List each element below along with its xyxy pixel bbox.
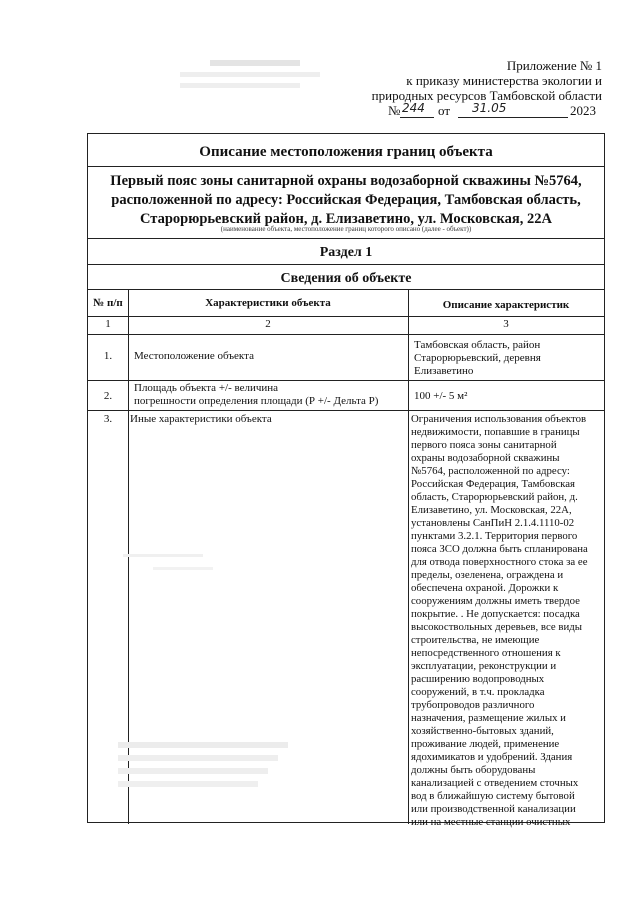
appendix-header: [340, 58, 602, 119]
bleed-through-marks: [123, 554, 233, 570]
table-row-2-description: 100 +/- 5 м²: [414, 390, 468, 402]
column-header-description: Описание характеристик: [442, 299, 570, 311]
table-row-3-characteristic: Иные характеристики объекта: [130, 413, 272, 425]
order-number-line: [340, 103, 602, 119]
order-number-value: 244: [402, 101, 425, 115]
column-header-number: № п/п: [93, 297, 123, 309]
appendix-title: Приложение № 1: [506, 58, 602, 73]
table-row-1-description: Тамбовская область, район Старорюрьевский, деревня Елизаветино: [414, 339, 541, 377]
table-row-3-description: Ограничения использования объектов недвижимости, попавшие в границы первого пояса зоны санитарной охраны водозаборной скважины №5764, расположенной по адресу: Российская Федерация, Тамбовская область, Старорюрьевский район, д. Елизаветино, ул. Московская, 22А, установлены СанПиН 2.1.4.1110-02 пунктами 3.2.1. Территория первого пояса ЗСО должна быть спланирована для отвода поверхностного стока за ее пределы, озеленена, ограждена и обеспечена охраной. Дорожки к сооружениям должны иметь твердое покрытие. . Не допускается: посадка высокоствольных деревьев, все виды строительства, не имеющие непосредственного отношения к эксплуатации, реконструкции и расширению водопроводных сооружений, в т.ч. прокладка трубопроводов различного назначения, размещение жилых и хозяйственно-бытовых зданий, проживание людей, применение ядохимикатов и удобрений. Здания должны быть оборудованы канализацией с отведением сточных вод в ближайшую систему бытовой или производственной канализации или на местные станции очистных: [411, 413, 588, 828]
object-name: [88, 172, 604, 229]
column-header-characteristic: Характеристики объекта: [205, 297, 331, 309]
table-row-2-characteristic: Площадь объекта +/- величина погрешности определения площади (Р +/- Дельта Р): [134, 382, 379, 407]
table-row-1-number: 1.: [103, 350, 113, 362]
object-name-line-3: Старорюрьевский район, д. Елизаветино, ул. Московская, 22А: [140, 211, 552, 227]
table-row-1-characteristic: Местоположение объекта: [134, 350, 254, 362]
subsection-title: Сведения об объекте: [280, 271, 412, 286]
column-number-3: 3: [503, 318, 509, 330]
object-name-line-1: Первый пояс зоны санитарной охраны водозаборной скважины №5764,: [110, 173, 582, 189]
order-date-prefix: от: [438, 103, 451, 118]
order-year: 2023: [570, 103, 596, 118]
column-number-2: 2: [265, 318, 271, 330]
document-title: Описание местоположения границ объекта: [199, 144, 493, 160]
table-row-3-number: 3.: [103, 413, 113, 425]
object-name-hint: (наименование объекта, местоположение границ которого описано (далее - объект)): [220, 225, 472, 233]
table-row-2-number: 2.: [103, 390, 113, 402]
appendix-line-2: природных ресурсов Тамбовской области: [371, 88, 602, 103]
bleed-through-text: [180, 56, 330, 96]
object-name-line-2: расположенной по адресу: Российская Федерация, Тамбовская область,: [111, 192, 581, 208]
document-frame: [87, 133, 605, 828]
order-date-value: 31.05: [472, 101, 507, 115]
bleed-through-block: [118, 742, 288, 787]
section-title: Раздел 1: [319, 245, 373, 260]
appendix-line-1: к приказу министерства экологии и: [406, 73, 602, 88]
column-number-1: 1: [105, 318, 111, 330]
order-number-label: №: [388, 103, 401, 118]
